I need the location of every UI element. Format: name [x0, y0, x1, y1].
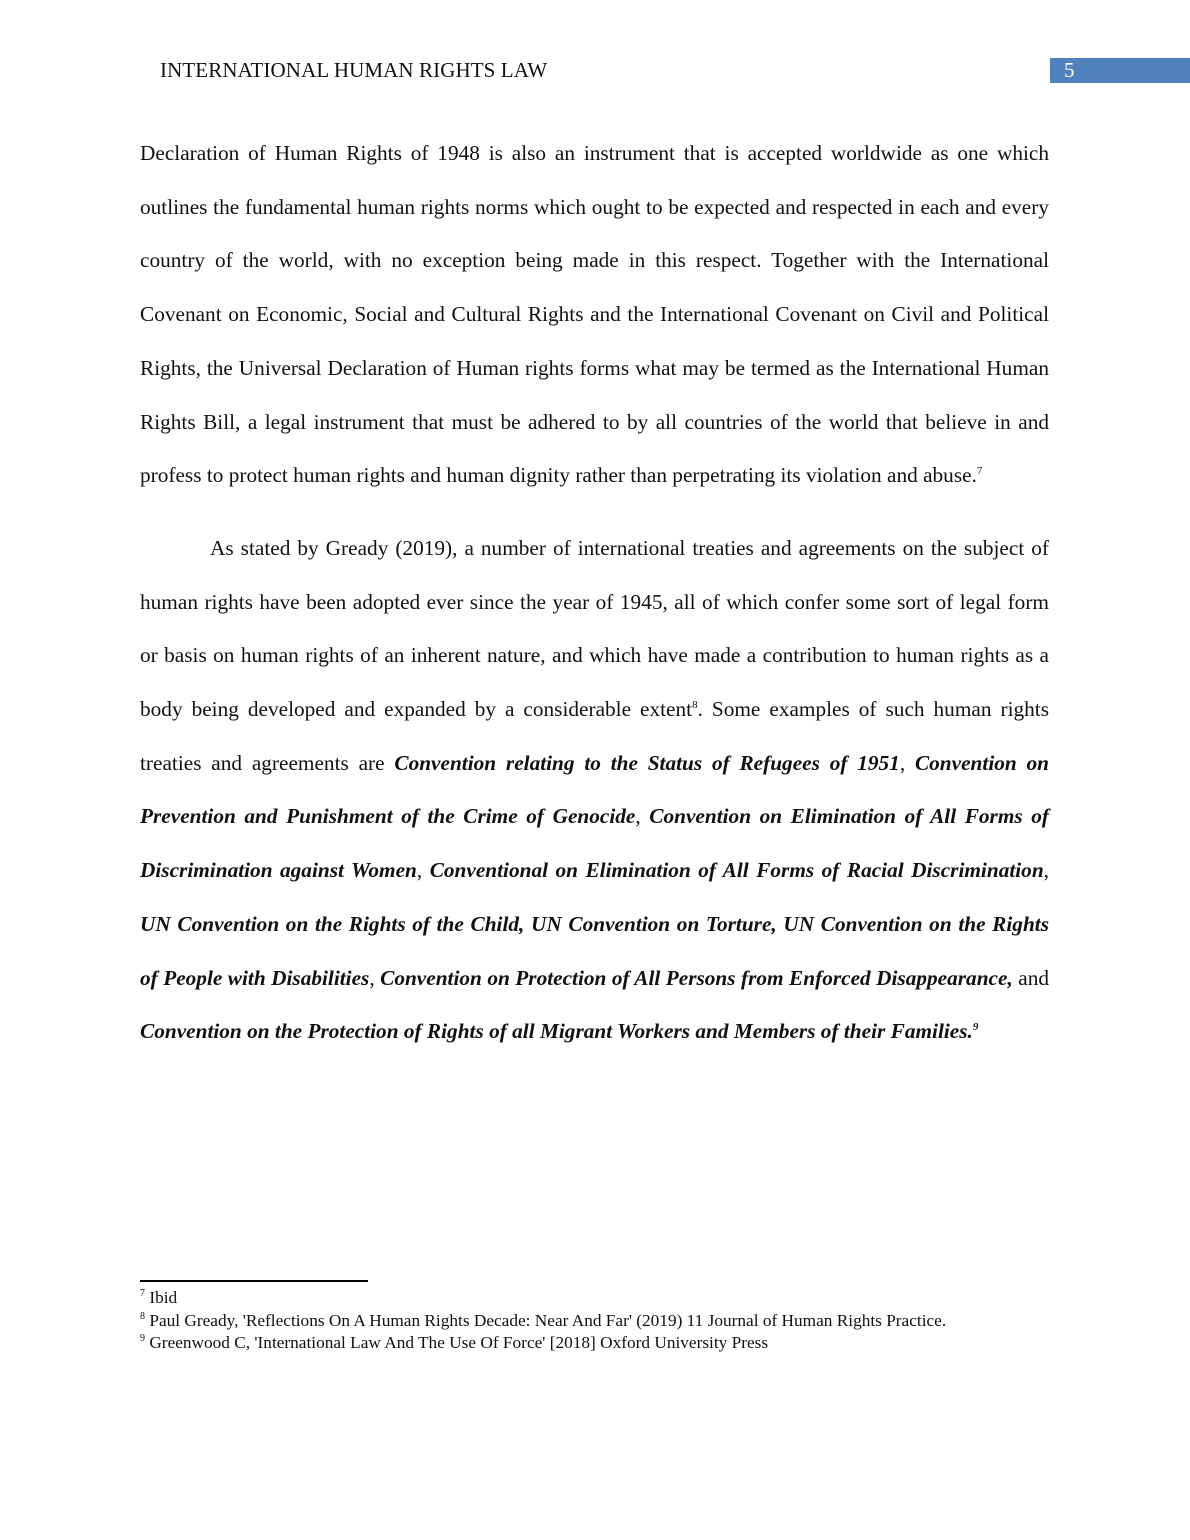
footnote-text: Greenwood C, 'International Law And The Use Of Force' [2018] Oxford University Press [149, 1333, 769, 1352]
footnote-ref-7[interactable]: 7 [976, 465, 983, 478]
paragraph-text: Declaration of Human Rights of 1948 is also an instrument that is accepted worldwide as one which outlines the fundamental human rights norms which ought to be expected and respected in each and every country of the world, with no exception being made in this respect. Together with the International Covenant on Economic, Social and Cultural Rights and the International Covenant on Civil and Political Rights, the Universal Declaration of Human rights forms what may be termed as the International Human Rights Bill, a legal instrument that must be adhered to by all countries of the world that believe in and profess to protect human rights and human dignity rather than perpetrating its violation and abuse. [140, 141, 1049, 488]
treaty-title: Conventional on Elimination of All Forms of Racial Discrimination [429, 858, 1044, 883]
paragraph-text: . Some examples of such human rights treaties and agreements are [140, 697, 1049, 775]
footnote-text: Paul Gready, 'Reflections On A Human Rights Decade: Near And Far' (2019) 11 Journal of Human Rights Practice. [149, 1310, 947, 1330]
separator: , [1043, 858, 1049, 883]
page-number: 5 [1050, 58, 1190, 83]
treaty-title: Convention on Elimination of All Forms of Discrimination against Women [140, 804, 1049, 883]
paragraph-2 [140, 522, 1049, 1059]
paragraph-1 [140, 127, 1049, 503]
footnote-ref-9[interactable]: 9 [972, 1021, 979, 1034]
separator: , [899, 750, 915, 775]
footnote-number: 8 [140, 1310, 145, 1322]
footnote-9 [140, 1332, 1049, 1355]
footnote-text: Ibid [149, 1288, 178, 1307]
footnote-8 [140, 1310, 1049, 1333]
treaty-title: Convention relating to the Status of Refugees of 1951 [394, 750, 900, 775]
footnote-separator [140, 1280, 368, 1282]
running-header-title: INTERNATIONAL HUMAN RIGHTS LAW [160, 58, 548, 82]
footnote-number: 9 [140, 1333, 145, 1345]
footnotes [140, 1287, 1049, 1355]
treaty-title: Convention on Prevention and Punishment of the Crime of Genocide [140, 750, 1050, 829]
paragraph-text: As stated by Gready (2019), a number of international treaties and agreements on the subject of human rights have been adopted ever since the year of 1945, all of which confer some sort of legal form or basis on human rights of an inherent nature, and which have made a contribution to human rights as a body being developed and expanded by a considerable extent [140, 535, 1049, 722]
footnote-ref-8[interactable]: 8 [692, 698, 698, 711]
treaty-title: Convention on Protection of All Persons from Enforced Disappearance, [380, 965, 1013, 990]
separator: , [416, 858, 430, 883]
treaty-title: Convention on the Protection of Rights of all Migrant Workers and Members of their Families. [140, 1019, 973, 1044]
document-body [140, 127, 1049, 1059]
treaty-title: UN Convention on the Rights of the Child, UN Convention on Torture, UN Convention on the Rights of People with Disabilities [140, 911, 1049, 990]
separator: , [369, 965, 381, 990]
footnote-7 [140, 1287, 1049, 1310]
separator: , [635, 804, 650, 829]
footnote-number: 7 [140, 1288, 145, 1300]
separator: and [1012, 965, 1049, 990]
